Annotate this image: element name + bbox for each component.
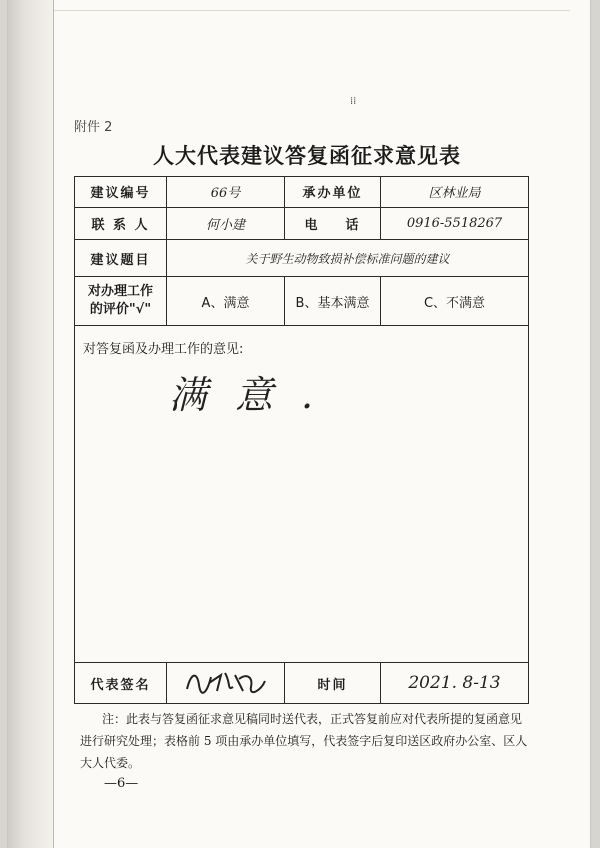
binding-margin	[8, 0, 54, 848]
option-b-text: B、基本满意	[295, 295, 370, 311]
signature-image	[167, 663, 285, 704]
evaluation-label	[75, 277, 167, 326]
signature-label: 代表签名	[75, 663, 167, 704]
fold-line	[53, 0, 54, 848]
option-c	[381, 277, 529, 326]
page-number: —6—	[104, 776, 139, 791]
suggestion-no-label: 建议编号	[75, 177, 167, 208]
phone-label: 电 话	[285, 207, 381, 240]
option-a-text: A、满意	[201, 295, 250, 311]
option-c-text: C、不满意	[423, 295, 486, 311]
top-edge	[54, 0, 570, 11]
time-label: 时间	[285, 663, 381, 704]
contact-value: 何小建	[167, 207, 285, 240]
opinion-label: 对答复函及办理工作的意见:	[83, 342, 244, 358]
option-a	[167, 277, 285, 326]
phone-value: 0916-5518267	[381, 207, 529, 240]
handling-unit-label: 承办单位	[285, 177, 381, 208]
attachment-label: 附件 2	[74, 120, 113, 135]
contact-label: 联 系 人	[75, 207, 167, 240]
page-title: 人大代表建议答复函征求意见表	[153, 144, 461, 168]
time-value: 2021. 8-13	[381, 663, 529, 704]
document-page	[8, 0, 590, 848]
scan-mark: ⁞⁞	[350, 96, 357, 107]
topic-value: 关于野生动物致损补偿标准问题的建议	[167, 240, 529, 277]
handling-unit-value: 区林业局	[381, 177, 529, 208]
evaluation-label-line2: 的评价"√"	[89, 302, 152, 318]
option-b	[285, 277, 381, 326]
suggestion-no-value: 66号	[167, 177, 285, 208]
opinion-section	[75, 326, 529, 663]
opinion-form-table	[74, 176, 529, 704]
evaluation-label-line1: 对办理工作	[87, 284, 153, 300]
topic-label: 建议题目	[75, 240, 167, 277]
footnote: 注：此表与答复函征求意见稿同时送代表，正式答复前应对代表所提的复函意见进行研究处理；表格前 5 项由承办单位填写，代表签字后复印送区政府办公室、区人大人代委。	[80, 712, 528, 770]
signature-scribble	[181, 665, 271, 697]
opinion-handwriting: 满意.	[169, 373, 342, 418]
